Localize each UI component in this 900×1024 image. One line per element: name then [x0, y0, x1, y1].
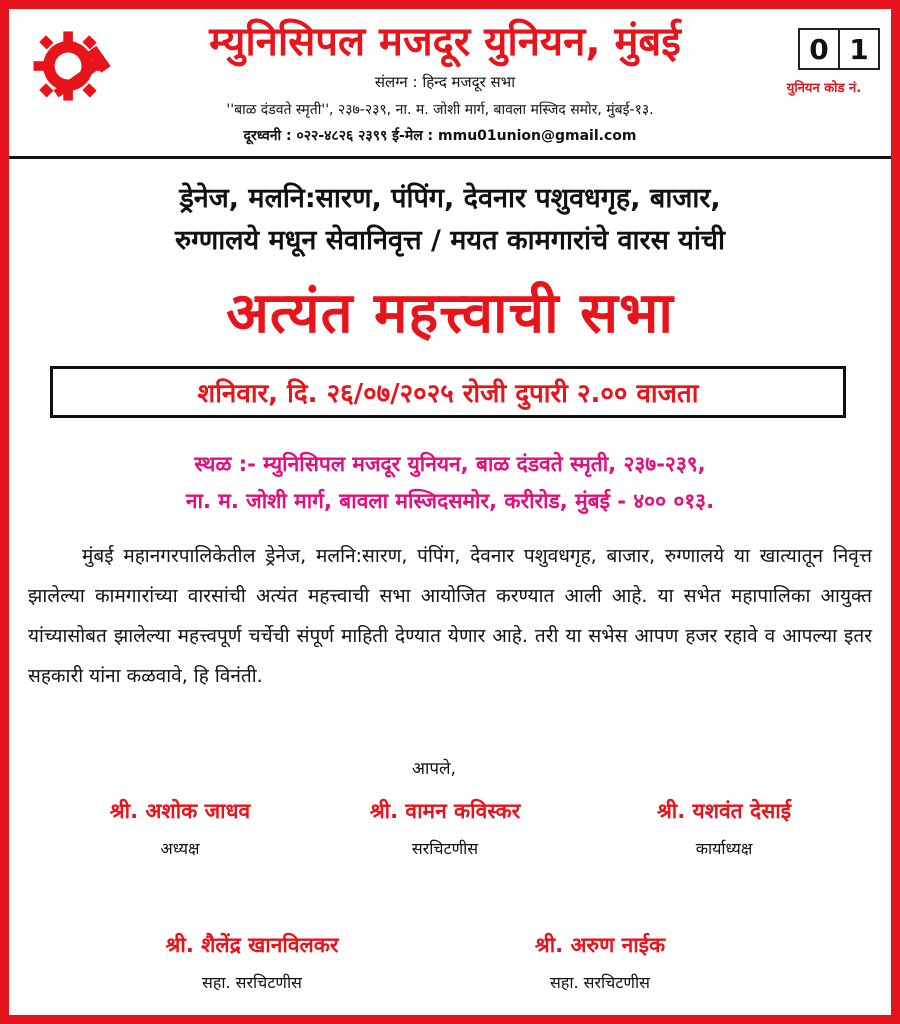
- union-code-digit: 0: [798, 28, 840, 70]
- venue-line-2: ना. म. जोशी मार्ग, बावला मस्जिदसमोर, करीरोड, मुंबई - ४०० ०१३.: [185, 489, 715, 513]
- union-code-digit: 1: [838, 28, 880, 70]
- body-paragraph: मुंबई महानगरपालिकेतील ड्रेनेज, मलनि:सारण, पंपिंग, देवनार पशुवधगृह, बाजार, रुग्णालये या खात्यातून निवृत्त झालेल्या कामगारांच्या वारसांची अत्यंत महत्त्वाची सभा आयोजित करण्यात आली आहे. या सभेत महापालिका आयुक्त यांच्यासोबत झालेल्या महत्त्वपूर्ण चर्चेची संपूर्ण माहिती देण्यात येणार आहे. तरी या सभेस आपण हजर रहावे व आपल्या इतर सहकारी यांना कळवावे, हि विनंती.: [28, 545, 872, 687]
- headline-line-2: रुग्णालये मधून सेवानिवृत्त / मयत कामगारांचे वारस यांची: [174, 225, 726, 256]
- meeting-title: अत्यंत महत्त्वाची सभा: [226, 281, 674, 346]
- affiliation: संलग्न : हिन्द मजदूर सभा: [374, 73, 516, 91]
- signatory-name: श्री. शैलेंद्र खानविलकर: [165, 933, 339, 957]
- union-name: म्युनिसिपल मजदूर युनियन, मुंबई: [209, 19, 681, 65]
- date-time-box: [50, 366, 846, 418]
- contact-info: दूरध्वनी : ०२२-४८२६ २३९९ ई-मेल : mmu01union@gmail.com: [243, 128, 637, 144]
- signatory-name: श्री. अशोक जाधव: [109, 799, 251, 823]
- signatory-role: सहा. सरचिटणीस: [550, 973, 650, 992]
- signatory-role: सहा. सरचिटणीस: [202, 973, 302, 992]
- signatory-general-secretary: [305, 796, 585, 862]
- headline: [20, 178, 880, 262]
- address: ''बाळ दंडवते स्मृती'', २३७-२३९, ना. म. जोशी मार्ग, बावला मस्जिद समोर, मुंबई-१३.: [226, 102, 654, 118]
- headline-line-1: ड्रेनेज, मलनि:सारण, पंपिंग, देवनार पशुवधगृह, बाजार,: [179, 183, 721, 214]
- signatory-asst-secretary-1: [112, 930, 392, 996]
- venue: [30, 446, 870, 520]
- signatory-name: श्री. अरुण नाईक: [534, 933, 666, 957]
- signatory-president: [40, 796, 320, 862]
- gear-hammer-logo-icon: [22, 18, 118, 114]
- closing-salutation: आपले,: [412, 759, 456, 779]
- signatory-working-president: [584, 796, 864, 862]
- date-time-text: शनिवार, दि. २६/०७/२०२५ रोजी दुपारी २.०० वाजता: [197, 379, 699, 409]
- signatory-name: श्री. यशवंत देसाई: [656, 799, 792, 823]
- signatory-role: कार्याध्यक्ष: [695, 839, 753, 858]
- venue-line-1: स्थळ :- म्युनिसिपल मजदूर युनियन, बाळ दंडवते स्मृती, २३७-२३९,: [194, 452, 706, 476]
- signatory-role: सरचिटणीस: [411, 839, 479, 858]
- union-code-label: युनियन कोड नं.: [786, 81, 862, 96]
- signatory-asst-secretary-2: [460, 930, 740, 996]
- union-code-boxes: [800, 28, 880, 70]
- signatory-role: अध्यक्ष: [160, 839, 200, 858]
- header-divider: [9, 156, 891, 159]
- signatory-name: श्री. वामन कविस्कर: [369, 799, 521, 823]
